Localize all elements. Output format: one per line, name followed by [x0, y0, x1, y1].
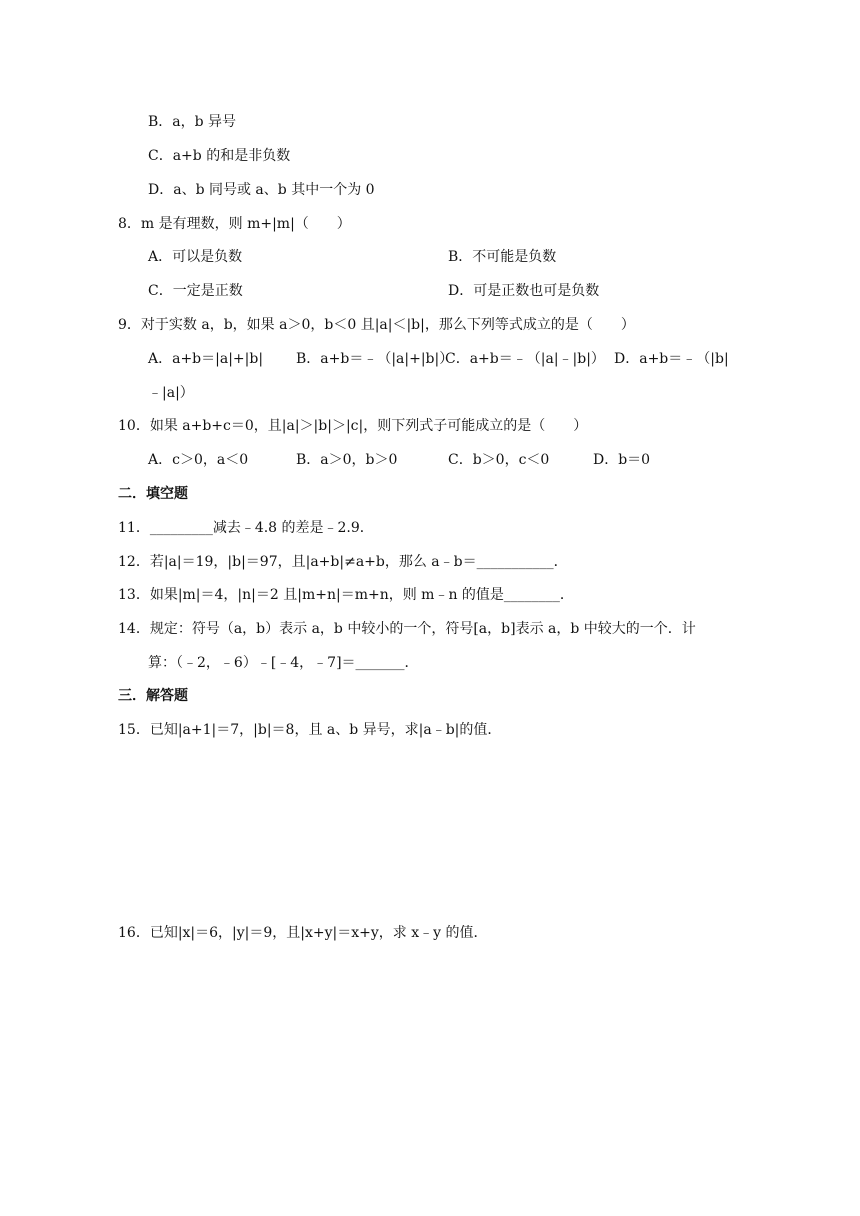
q10-option-d: D．b＝0 [593, 452, 651, 468]
q7-option-d: D．a、b 同号或 a、b 其中一个为 0 [148, 182, 375, 198]
q8-option-d: D．可是正数也可是负数 [448, 283, 600, 299]
q7-option-c: C．a+b 的和是非负数 [148, 148, 291, 164]
q9-option-b: B．a+b＝﹣（|a|+|b|） [296, 351, 454, 367]
section-fill-in-heading: 二．填空题 [118, 486, 188, 502]
q10-option-a: A．c＞0，a＜0 [148, 452, 249, 468]
q14-line1: 14．规定：符号（a，b）表示 a，b 中较小的一个，符号[a，b]表示 a，b 中较大的一个．计 [118, 621, 696, 637]
q8-option-c: C．一定是正数 [148, 283, 243, 299]
q7-option-b: B．a，b 异号 [148, 114, 237, 130]
q8-option-a: A．可以是负数 [148, 249, 243, 265]
section-solve-heading: 三．解答题 [118, 688, 188, 704]
q9-option-d: D．a+b＝﹣（|b| [614, 351, 729, 367]
q11: 11．_________减去﹣4.8 的差是﹣2.9． [118, 520, 374, 536]
q9-option-d-continued: ﹣|a|） [148, 385, 194, 401]
q9-option-a: A．a+b＝|a|+|b| [148, 351, 264, 367]
q9-stem: 9．对于实数 a，b，如果 a＞0，b＜0 且|a|＜|b|，那么下列等式成立的是（ ） [118, 317, 635, 333]
q13: 13．如果|m|＝4，|n|＝2 且|m+n|＝m+n，则 m﹣n 的值是________． [118, 587, 574, 603]
q14-line2: 算：（﹣2，﹣6）﹣[﹣4，﹣7]＝_______． [148, 655, 419, 671]
q10-option-c: C．b＞0，c＜0 [448, 452, 550, 468]
q16: 16．已知|x|＝6，|y|＝9，且|x+y|＝x+y，求 x﹣y 的值． [118, 925, 488, 941]
q10-option-b: B．a＞0，b＞0 [296, 452, 398, 468]
q9-option-c: C．a+b＝﹣（|a|﹣|b|） [445, 351, 605, 367]
q8-option-b: B．不可能是负数 [448, 249, 557, 265]
q12: 12．若|a|＝19，|b|＝97，且|a+b|≠a+b，那么 a﹣b＝___________． [118, 554, 568, 570]
q10-stem: 10．如果 a+b+c＝0，且|a|＞|b|＞|c|，则下列式子可能成立的是（ ） [118, 418, 588, 434]
q8-stem: 8．m 是有理数，则 m+|m|（ ） [118, 216, 351, 232]
q15: 15．已知|a+1|＝7，|b|＝8，且 a、b 异号，求|a﹣b|的值． [118, 722, 502, 738]
